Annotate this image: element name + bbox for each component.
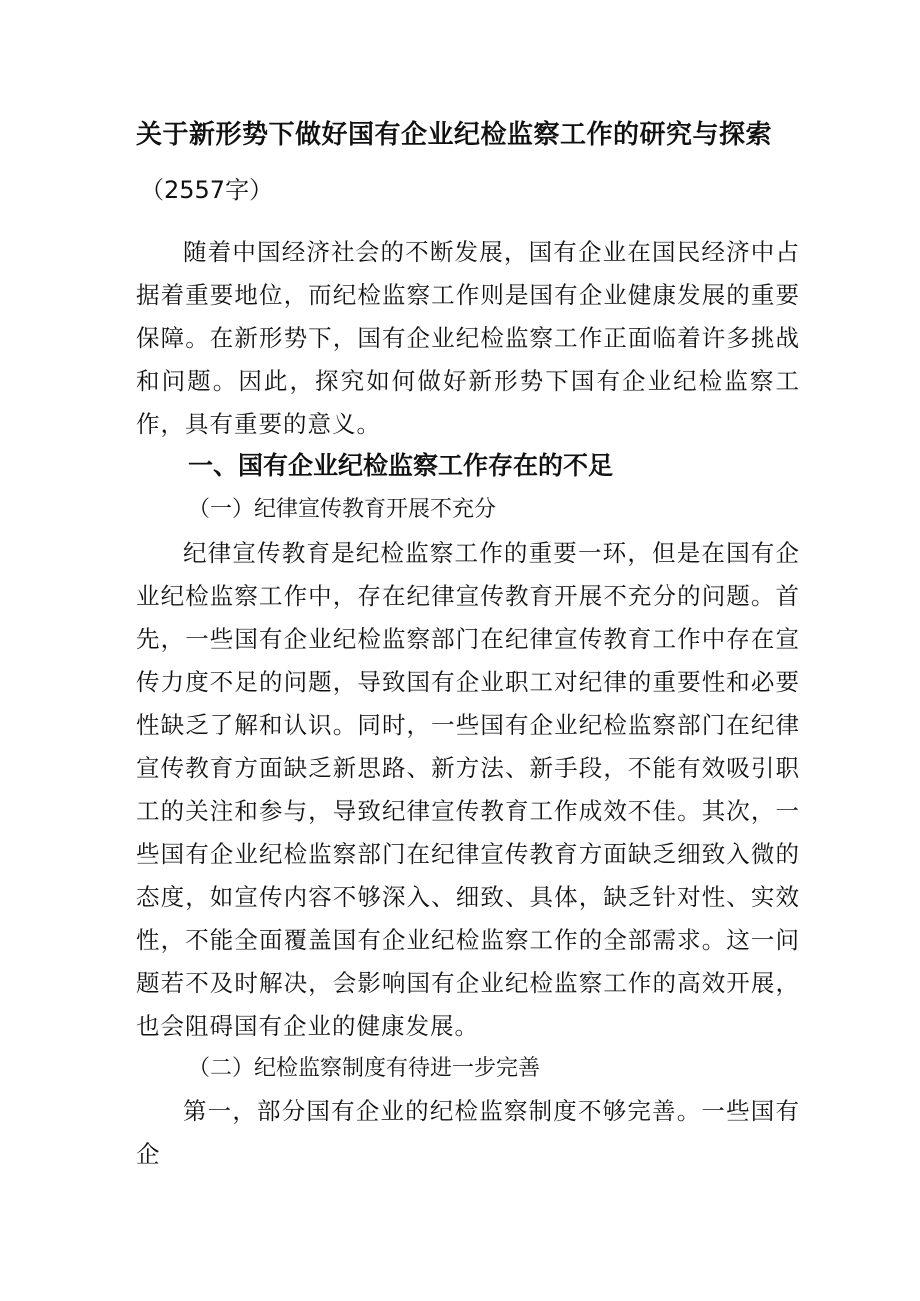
- subsection-heading-1: （一）纪律宣传教育开展不充分: [188, 497, 497, 522]
- subsection-paragraph-1: 纪律宣传教育是纪检监察工作的重要一环，但是在国有企业纪检监察工作中，存在纪律宣传教育开展不充分的问题。首先，一些国有企业纪检监察部门在纪律宣传教育工作中存在宣传力度不足的问题，导致国有企业职工对纪律的重要性和必要性缺乏了解和认识。同时，一些国有企业纪检监察部门在纪律宣传教育方面缺乏新思路、新方法、新手段，不能有效吸引职工的关注和参与，导致纪律宣传教育工作成效不佳。其次，一些国有企业纪检监察部门在纪律宣传教育方面缺乏细致入微的态度，如宣传内容不够深入、细致、具体，缺乏针对性、实效性，不能全面覆盖国有企业纪检监察工作的全部需求。这一问题若不及时解决，会影响国有企业纪检监察工作的高效开展，也会阻碍国有企业的健康发展。: [136, 539, 800, 1040]
- subsection-heading-2: （二）纪检监察制度有待进一步完善: [188, 1056, 541, 1081]
- intro-paragraph: 随着中国经济社会的不断发展，国有企业在国民经济中占据着重要地位，而纪检监察工作则是国有企业健康发展的重要保障。在新形势下，国有企业纪检监察工作正面临着许多挑战和问题。因此，探究如何做好新形势下国有企业纪检监察工作，具有重要的意义。: [136, 238, 800, 438]
- subsection-paragraph-2: 第一，部分国有企业的纪检监察制度不够完善。一些国有企: [136, 1097, 800, 1168]
- document-title: 关于新形势下做好国有企业纪检监察工作的研究与探索: [136, 120, 773, 150]
- word-count: （2557字）: [140, 176, 274, 204]
- section-heading-1: 一、国有企业纪检监察工作存在的不足: [188, 451, 614, 480]
